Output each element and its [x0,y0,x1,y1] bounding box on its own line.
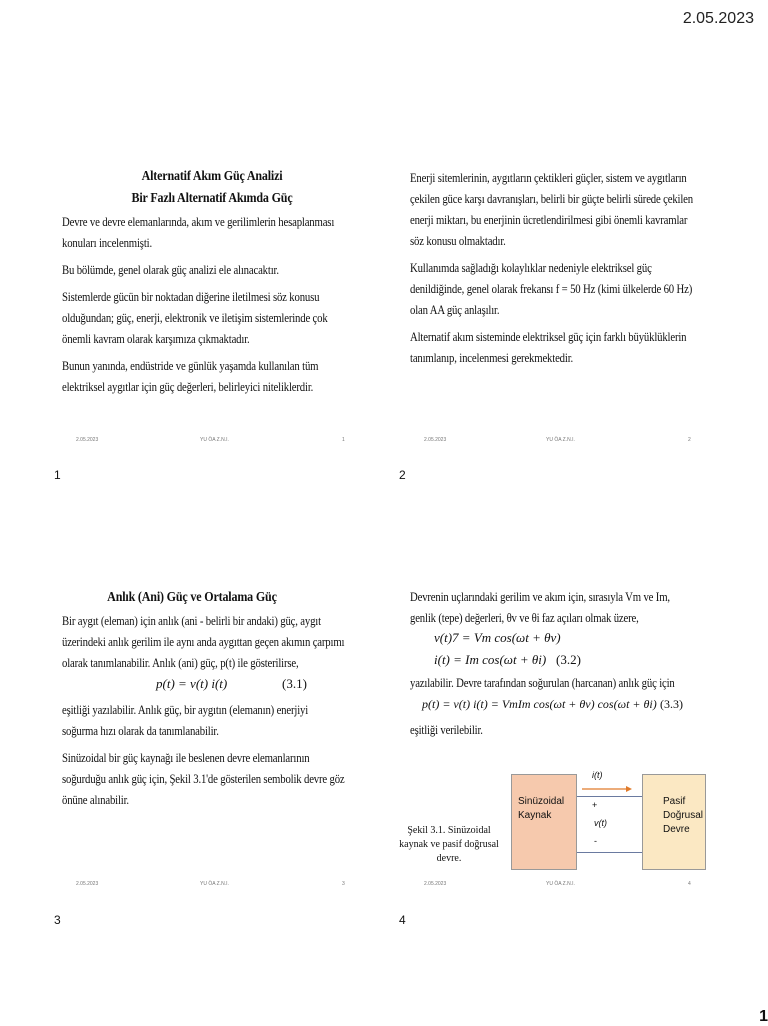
slide-4-eq-i-row [410,651,710,673]
slide-2 [410,168,710,375]
slide-3-equation-number: (3.1) [282,676,307,691]
slide-3-number: 3 [54,913,61,927]
slide-3-footer-date: 2.05.2023 [76,881,99,887]
slide-4-intro: Devrenin uçlarındaki gerilim ve akım için, sırasıyla Vm ve Im, genlik (tepe) değerleri, θv ve θi faz açıları olmak üzere, [410,590,670,625]
slide-4-equation-i-number: (3.2) [556,652,581,667]
slide-4-equation-p-number: (3.3) [660,697,683,711]
slide-2-paragraph-3: Alternatif akım sisteminde elektriksel güç için farklı büyüklüklerin tanımlanıp, incelenmesi gerekmektedir. [410,330,687,365]
slide-4-equation-i: i(t) = Im cos(ωt + θi) [434,652,547,667]
source-box [511,774,577,870]
load-box [642,774,706,870]
slide-4-equation-p: p(t) = v(t) i(t) = VmIm cos(ωt + θv) cos(ωt + θi) [422,697,657,711]
slide-2-paragraph-2: Kullanımda sağladığı kolaylıklar nedeniyle elektriksel güç denildiğinde, genel olarak frekansı f = 50 Hz (kimi ülkelerde 60 Hz) olan AA güç anlaşılır. [410,261,693,317]
figure-caption: Şekil 3.1. Sinüzoidal kaynak ve pasif doğrusal devre. [399,825,499,864]
slide-4-footer-num: 4 [688,881,691,887]
slide-1 [62,166,362,404]
slide-1-title-line2: Bir Fazlı Alternatif Akımda Güç [131,191,293,206]
page-number: 1 [759,1008,768,1025]
slide-3-footer-num: 3 [342,881,345,887]
slide-3-equation: p(t) = v(t) i(t) [156,676,228,691]
slide-3-paragraph-3: Sinüzoidal bir güç kaynağı ile beslenen devre elemanlarının soğurduğu anlık güç için, Şekil 3.1'de gösterilen sembolik devre göz önüne alınabilir. [62,751,345,807]
slide-4 [410,587,710,747]
slide-3 [62,587,362,817]
slide-3-title: Anlık (Ani) Güç ve Ortalama Güç [107,590,277,605]
slide-4-eq-v-row [410,629,710,651]
slide-4-end: eşitliği verilebilir. [410,723,483,737]
load-label: Pasif Doğrusal Devre [663,796,704,835]
slide-1-paragraph-3: Sistemlerde gücün bir noktadan diğerine iletilmesi söz konusu olduğundan; güç, enerji, elektronik ve iletişim sistemlerinde çok önemli kavram olarak karşımıza çıkmaktadır. [62,290,328,346]
slide-1-paragraph-2: Bu bölümde, genel olarak güç analizi ele alınacaktır. [62,263,279,277]
plus-sign: + [592,800,598,810]
slide-2-footer-date: 2.05.2023 [424,437,447,443]
slide-4-footer-date: 2.05.2023 [424,881,447,887]
minus-sign: - [594,836,597,846]
slide-3-footer-author: YU ÖA Z.N.I. [200,881,229,887]
slide-1-paragraph-1: Devre ve devre elemanlarında, akım ve gerilimlerin hesaplanması konuları incelenmişti. [62,215,335,250]
current-arrow-icon [582,785,632,793]
slide-2-paragraph-1: Enerji sitemlerinin, aygıtların çektikleri güçler, sistem ve aygıtların çekilen güce karşı davranışları, belirli bir güçte belirli sürede çekilen enerji miktarı, bu enerjinin ücretlendirilmesi gibi önemli kavramlar söz konusu olmaktadır. [410,171,693,248]
slide-4-eq-p-row [410,696,710,720]
top-wire [577,796,642,797]
slide-1-footer-author: YU ÖA Z.N.I. [200,437,229,443]
current-arrow-head [626,786,632,792]
slide-3-paragraph-1: Bir aygıt (eleman) için anlık (ani - belirli bir andaki) güç, aygıt üzerindeki anlık gerilim ile aynı anda aygıttan geçen akımın çarpımı olarak tanımlanabilir. Anlık (ani) güç, p(t) ile gösterilirse, [62,614,345,670]
slide-1-number: 1 [54,468,61,482]
slide-2-footer-author: YU ÖA Z.N.I. [546,437,575,443]
slide-3-equation-row [62,676,362,700]
slide-1-title-line1: Alternatif Akım Güç Analizi [141,169,283,184]
slide-2-number: 2 [399,468,406,482]
current-label: i(t) [592,770,603,780]
slide-1-footer-date: 2.05.2023 [76,437,99,443]
slide-4-equation-v: v(t)7 = Vm cos(ωt + θv) [434,630,561,645]
source-label: Sinüzoidal Kaynak [518,796,565,821]
slide-2-footer-num: 2 [688,437,691,443]
document-date: 2.05.2023 [682,10,754,27]
slide-1-footer-num: 1 [342,437,345,443]
bottom-wire [577,852,642,853]
voltage-label: v(t) [594,818,607,828]
slide-4-number: 4 [399,913,406,927]
slide-1-paragraph-4: Bunun yanında, endüstride ve günlük yaşamda kullanılan tüm elektriksel aygıtlar için güç değerleri, belirleyici niteliklerdir. [62,359,319,394]
slide-4-mid: yazılabilir. Devre tarafından soğurulan (harcanan) anlık güç için [410,676,675,690]
slide-3-paragraph-2: eşitliği yazılabilir. Anlık güç, bir aygıtın (elemanın) enerjiyi soğurma hızı olarak da tanımlanabilir. [62,703,309,738]
slide-4-footer-author: YU ÖA Z.N.I. [546,881,575,887]
